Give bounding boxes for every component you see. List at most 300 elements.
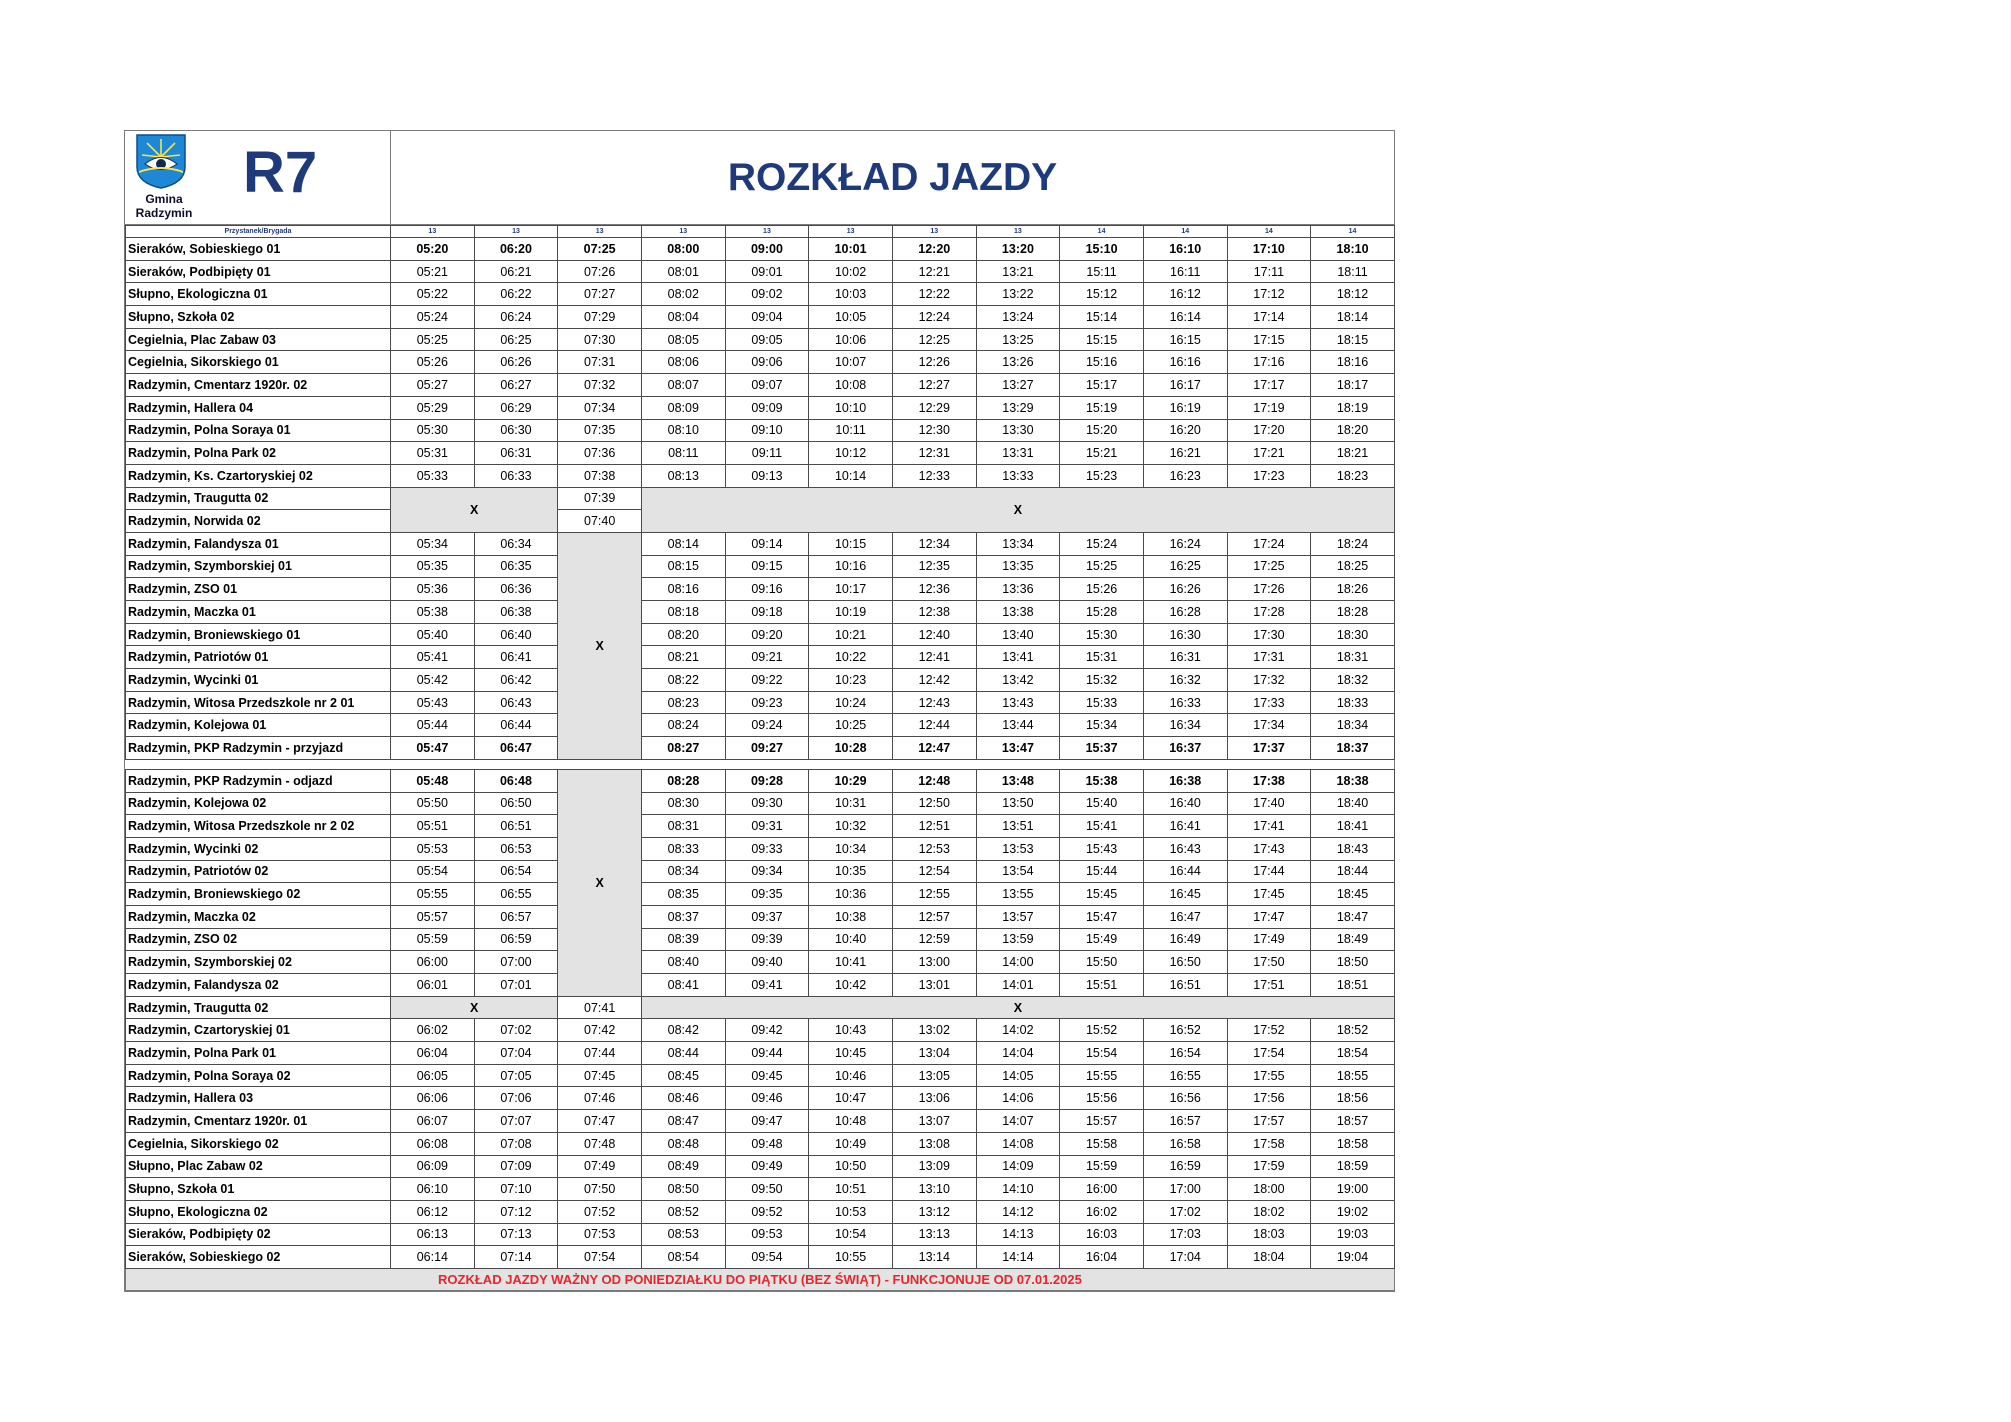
time-cell: 05:30	[391, 419, 475, 442]
time-cell: 06:51	[474, 815, 558, 838]
time-cell: 17:28	[1227, 601, 1311, 624]
time-cell: 05:22	[391, 283, 475, 306]
table-row	[126, 442, 1395, 465]
stop-name: Radzymin, Polna Park 01	[126, 1042, 391, 1065]
time-cell: 16:15	[1143, 328, 1227, 351]
time-cell: 13:24	[976, 306, 1060, 329]
brigade-header: 13	[641, 226, 725, 238]
brigade-header: 13	[976, 226, 1060, 238]
time-cell: 13:10	[892, 1178, 976, 1201]
time-cell: 06:20	[474, 238, 558, 261]
time-cell: 10:51	[809, 1178, 893, 1201]
time-cell: 15:45	[1060, 883, 1144, 906]
time-cell: 06:09	[391, 1155, 475, 1178]
time-cell: 05:59	[391, 928, 475, 951]
table-row	[126, 1110, 1395, 1133]
time-cell: 10:48	[809, 1110, 893, 1133]
time-cell: 09:21	[725, 646, 809, 669]
time-cell: 13:44	[976, 714, 1060, 737]
time-cell: 09:37	[725, 905, 809, 928]
stop-name: Cegielnia, Sikorskiego 01	[126, 351, 391, 374]
time-cell: 13:59	[976, 928, 1060, 951]
time-cell: 10:45	[809, 1042, 893, 1065]
time-cell: 15:26	[1060, 578, 1144, 601]
time-cell: 08:33	[641, 837, 725, 860]
stop-name: Radzymin, PKP Radzymin - przyjazd	[126, 737, 391, 760]
time-cell: 18:50	[1311, 951, 1395, 974]
time-cell: 06:12	[391, 1200, 475, 1223]
time-cell: 12:42	[892, 669, 976, 692]
time-cell: 17:15	[1227, 328, 1311, 351]
time-cell: 17:11	[1227, 260, 1311, 283]
time-cell: 16:38	[1143, 769, 1227, 792]
time-cell: 08:22	[641, 669, 725, 692]
time-cell: 15:56	[1060, 1087, 1144, 1110]
time-cell: 15:57	[1060, 1110, 1144, 1133]
time-cell: 07:45	[558, 1064, 642, 1087]
time-cell: 17:49	[1227, 928, 1311, 951]
time-cell: 16:40	[1143, 792, 1227, 815]
time-cell: 16:17	[1143, 374, 1227, 397]
time-cell: 07:36	[558, 442, 642, 465]
time-cell: 10:40	[809, 928, 893, 951]
time-cell: 06:40	[474, 623, 558, 646]
no-service-mark: X	[558, 769, 642, 996]
time-cell: 17:57	[1227, 1110, 1311, 1133]
time-cell: 18:54	[1311, 1042, 1395, 1065]
time-cell: 09:48	[725, 1132, 809, 1155]
table-row	[126, 623, 1395, 646]
time-cell: 13:02	[892, 1019, 976, 1042]
table-row	[126, 1246, 1395, 1269]
table-row	[126, 374, 1395, 397]
time-cell: 10:28	[809, 737, 893, 760]
time-cell: 13:30	[976, 419, 1060, 442]
time-cell: 06:36	[474, 578, 558, 601]
time-cell: 16:24	[1143, 532, 1227, 555]
time-cell: 08:15	[641, 555, 725, 578]
stop-name: Radzymin, Wycinki 01	[126, 669, 391, 692]
time-cell: 16:52	[1143, 1019, 1227, 1042]
time-cell: 10:12	[809, 442, 893, 465]
time-cell: 16:14	[1143, 306, 1227, 329]
table-row	[126, 974, 1395, 997]
time-cell: 05:54	[391, 860, 475, 883]
time-cell: 06:14	[391, 1246, 475, 1269]
time-cell: 18:41	[1311, 815, 1395, 838]
time-cell: 08:52	[641, 1200, 725, 1223]
time-cell: 13:38	[976, 601, 1060, 624]
table-row	[126, 883, 1395, 906]
time-cell: 17:44	[1227, 860, 1311, 883]
time-cell: 10:25	[809, 714, 893, 737]
time-cell: 14:08	[976, 1132, 1060, 1155]
table-row	[126, 837, 1395, 860]
time-cell: 15:37	[1060, 737, 1144, 760]
table-row	[126, 1019, 1395, 1042]
time-cell: 09:27	[725, 737, 809, 760]
time-cell: 17:40	[1227, 792, 1311, 815]
stop-name: Sieraków, Sobieskiego 01	[126, 238, 391, 261]
time-cell: 10:54	[809, 1223, 893, 1246]
time-cell: 16:37	[1143, 737, 1227, 760]
table-row	[126, 1178, 1395, 1201]
time-cell: 08:50	[641, 1178, 725, 1201]
time-cell: 07:41	[558, 996, 642, 1019]
no-service-mark: X	[641, 996, 1394, 1019]
time-cell: 15:34	[1060, 714, 1144, 737]
time-cell: 12:36	[892, 578, 976, 601]
stop-name: Radzymin, Maczka 01	[126, 601, 391, 624]
time-cell: 19:03	[1311, 1223, 1395, 1246]
time-cell: 07:12	[474, 1200, 558, 1223]
time-cell: 16:58	[1143, 1132, 1227, 1155]
time-cell: 07:52	[558, 1200, 642, 1223]
time-cell: 12:29	[892, 396, 976, 419]
time-cell: 17:32	[1227, 669, 1311, 692]
time-cell: 12:22	[892, 283, 976, 306]
time-cell: 05:20	[391, 238, 475, 261]
time-cell: 16:47	[1143, 905, 1227, 928]
time-cell: 06:33	[474, 464, 558, 487]
stop-name: Radzymin, Falandysza 01	[126, 532, 391, 555]
time-cell: 05:38	[391, 601, 475, 624]
time-cell: 13:12	[892, 1200, 976, 1223]
time-cell: 16:16	[1143, 351, 1227, 374]
time-cell: 09:01	[725, 260, 809, 283]
time-cell: 08:18	[641, 601, 725, 624]
table-row	[126, 691, 1395, 714]
time-cell: 15:41	[1060, 815, 1144, 838]
time-cell: 10:19	[809, 601, 893, 624]
table-row	[126, 351, 1395, 374]
time-cell: 10:50	[809, 1155, 893, 1178]
time-cell: 05:26	[391, 351, 475, 374]
stop-name: Radzymin, Maczka 02	[126, 905, 391, 928]
time-cell: 17:03	[1143, 1223, 1227, 1246]
time-cell: 08:05	[641, 328, 725, 351]
time-cell: 10:21	[809, 623, 893, 646]
time-cell: 06:26	[474, 351, 558, 374]
time-cell: 07:00	[474, 951, 558, 974]
time-cell: 07:25	[558, 238, 642, 261]
time-cell: 06:29	[474, 396, 558, 419]
time-cell: 16:23	[1143, 464, 1227, 487]
stop-name: Radzymin, Patriotów 01	[126, 646, 391, 669]
stop-name: Radzymin, ZSO 02	[126, 928, 391, 951]
time-cell: 16:31	[1143, 646, 1227, 669]
time-cell: 14:12	[976, 1200, 1060, 1223]
time-cell: 18:28	[1311, 601, 1395, 624]
stop-name: Radzymin, Polna Soraya 01	[126, 419, 391, 442]
time-cell: 08:28	[641, 769, 725, 792]
time-cell: 07:01	[474, 974, 558, 997]
time-cell: 14:06	[976, 1087, 1060, 1110]
gmina-crest-icon	[135, 133, 187, 189]
brigade-header: 13	[809, 226, 893, 238]
time-cell: 17:55	[1227, 1064, 1311, 1087]
table-row	[126, 283, 1395, 306]
time-cell: 17:45	[1227, 883, 1311, 906]
time-cell: 17:00	[1143, 1178, 1227, 1201]
time-cell: 08:16	[641, 578, 725, 601]
time-cell: 09:22	[725, 669, 809, 692]
time-cell: 05:51	[391, 815, 475, 838]
time-cell: 07:32	[558, 374, 642, 397]
time-cell: 18:47	[1311, 905, 1395, 928]
time-cell: 10:17	[809, 578, 893, 601]
time-cell: 16:26	[1143, 578, 1227, 601]
table-row	[126, 646, 1395, 669]
time-cell: 12:20	[892, 238, 976, 261]
time-cell: 10:34	[809, 837, 893, 860]
no-service-mark: X	[641, 487, 1394, 532]
stop-name: Radzymin, Kolejowa 01	[126, 714, 391, 737]
time-cell: 10:08	[809, 374, 893, 397]
time-cell: 07:31	[558, 351, 642, 374]
time-cell: 14:02	[976, 1019, 1060, 1042]
time-cell: 09:10	[725, 419, 809, 442]
stop-name: Radzymin, Broniewskiego 01	[126, 623, 391, 646]
time-cell: 18:10	[1311, 238, 1395, 261]
time-cell: 05:25	[391, 328, 475, 351]
time-cell: 18:30	[1311, 623, 1395, 646]
time-cell: 10:01	[809, 238, 893, 261]
time-cell: 15:40	[1060, 792, 1144, 815]
time-cell: 07:14	[474, 1246, 558, 1269]
time-cell: 10:29	[809, 769, 893, 792]
time-cell: 09:34	[725, 860, 809, 883]
time-cell: 08:27	[641, 737, 725, 760]
time-cell: 06:47	[474, 737, 558, 760]
time-cell: 10:43	[809, 1019, 893, 1042]
table-row	[126, 769, 1395, 792]
time-cell: 09:49	[725, 1155, 809, 1178]
time-cell: 06:57	[474, 905, 558, 928]
time-cell: 13:22	[976, 283, 1060, 306]
time-cell: 13:09	[892, 1155, 976, 1178]
time-cell: 07:48	[558, 1132, 642, 1155]
time-cell: 09:20	[725, 623, 809, 646]
no-service-mark: X	[558, 532, 642, 759]
logo-cell	[125, 131, 391, 224]
time-cell: 15:32	[1060, 669, 1144, 692]
timetable-body	[126, 226, 1395, 1291]
time-cell: 13:21	[976, 260, 1060, 283]
time-cell: 09:39	[725, 928, 809, 951]
stop-name: Radzymin, Cmentarz 1920r. 02	[126, 374, 391, 397]
time-cell: 15:55	[1060, 1064, 1144, 1087]
time-cell: 06:54	[474, 860, 558, 883]
time-cell: 15:25	[1060, 555, 1144, 578]
time-cell: 13:31	[976, 442, 1060, 465]
time-cell: 13:51	[976, 815, 1060, 838]
time-cell: 07:10	[474, 1178, 558, 1201]
time-cell: 17:37	[1227, 737, 1311, 760]
time-cell: 17:52	[1227, 1019, 1311, 1042]
time-cell: 06:07	[391, 1110, 475, 1133]
spacer-cell	[126, 759, 1395, 769]
time-cell: 12:55	[892, 883, 976, 906]
table-row	[126, 714, 1395, 737]
time-cell: 13:41	[976, 646, 1060, 669]
time-cell: 14:01	[976, 974, 1060, 997]
time-cell: 14:07	[976, 1110, 1060, 1133]
time-cell: 18:24	[1311, 532, 1395, 555]
time-cell: 08:14	[641, 532, 725, 555]
time-cell: 12:24	[892, 306, 976, 329]
stop-name: Słupno, Ekologiczna 01	[126, 283, 391, 306]
time-cell: 16:54	[1143, 1042, 1227, 1065]
time-cell: 08:54	[641, 1246, 725, 1269]
time-cell: 05:21	[391, 260, 475, 283]
time-cell: 08:20	[641, 623, 725, 646]
time-cell: 08:34	[641, 860, 725, 883]
time-cell: 18:20	[1311, 419, 1395, 442]
time-cell: 17:21	[1227, 442, 1311, 465]
time-cell: 07:04	[474, 1042, 558, 1065]
time-cell: 07:35	[558, 419, 642, 442]
time-cell: 06:38	[474, 601, 558, 624]
time-cell: 14:13	[976, 1223, 1060, 1246]
time-cell: 08:24	[641, 714, 725, 737]
time-cell: 05:44	[391, 714, 475, 737]
time-cell: 12:44	[892, 714, 976, 737]
time-cell: 10:15	[809, 532, 893, 555]
time-cell: 12:21	[892, 260, 976, 283]
time-cell: 05:42	[391, 669, 475, 692]
time-cell: 12:57	[892, 905, 976, 928]
table-row	[126, 951, 1395, 974]
time-cell: 18:37	[1311, 737, 1395, 760]
table-row	[126, 578, 1395, 601]
time-cell: 06:01	[391, 974, 475, 997]
time-cell: 07:06	[474, 1087, 558, 1110]
table-row	[126, 1155, 1395, 1178]
table-row	[126, 1132, 1395, 1155]
time-cell: 16:10	[1143, 238, 1227, 261]
time-cell: 13:36	[976, 578, 1060, 601]
timetable-table	[125, 225, 1395, 1291]
time-cell: 15:24	[1060, 532, 1144, 555]
time-cell: 15:23	[1060, 464, 1144, 487]
time-cell: 06:02	[391, 1019, 475, 1042]
time-cell: 19:00	[1311, 1178, 1395, 1201]
time-cell: 18:34	[1311, 714, 1395, 737]
time-cell: 07:46	[558, 1087, 642, 1110]
time-cell: 08:10	[641, 419, 725, 442]
table-row	[126, 1042, 1395, 1065]
time-cell: 08:11	[641, 442, 725, 465]
time-cell: 07:07	[474, 1110, 558, 1133]
time-cell: 16:45	[1143, 883, 1227, 906]
table-row	[126, 1087, 1395, 1110]
time-cell: 09:23	[725, 691, 809, 714]
time-cell: 09:47	[725, 1110, 809, 1133]
time-cell: 13:53	[976, 837, 1060, 860]
time-cell: 16:00	[1060, 1178, 1144, 1201]
time-cell: 07:05	[474, 1064, 558, 1087]
time-cell: 18:55	[1311, 1064, 1395, 1087]
time-cell: 10:06	[809, 328, 893, 351]
time-cell: 10:14	[809, 464, 893, 487]
time-cell: 12:47	[892, 737, 976, 760]
time-cell: 13:55	[976, 883, 1060, 906]
time-cell: 13:27	[976, 374, 1060, 397]
time-cell: 17:30	[1227, 623, 1311, 646]
time-cell: 05:34	[391, 532, 475, 555]
table-row	[126, 1200, 1395, 1223]
time-cell: 17:24	[1227, 532, 1311, 555]
time-cell: 16:56	[1143, 1087, 1227, 1110]
time-cell: 06:48	[474, 769, 558, 792]
stop-name: Słupno, Plac Zabaw 02	[126, 1155, 391, 1178]
time-cell: 16:25	[1143, 555, 1227, 578]
table-row	[126, 487, 1395, 510]
time-cell: 08:09	[641, 396, 725, 419]
time-cell: 07:34	[558, 396, 642, 419]
time-cell: 14:09	[976, 1155, 1060, 1178]
time-cell: 10:53	[809, 1200, 893, 1223]
time-cell: 15:28	[1060, 601, 1144, 624]
time-cell: 06:00	[391, 951, 475, 974]
time-cell: 12:48	[892, 769, 976, 792]
time-cell: 17:26	[1227, 578, 1311, 601]
time-cell: 06:30	[474, 419, 558, 442]
time-cell: 07:02	[474, 1019, 558, 1042]
time-cell: 10:03	[809, 283, 893, 306]
time-cell: 10:05	[809, 306, 893, 329]
time-cell: 05:50	[391, 792, 475, 815]
time-cell: 13:40	[976, 623, 1060, 646]
time-cell: 15:30	[1060, 623, 1144, 646]
time-cell: 09:02	[725, 283, 809, 306]
table-row	[126, 792, 1395, 815]
time-cell: 06:53	[474, 837, 558, 860]
time-cell: 09:07	[725, 374, 809, 397]
time-cell: 15:50	[1060, 951, 1144, 974]
time-cell: 17:33	[1227, 691, 1311, 714]
time-cell: 08:39	[641, 928, 725, 951]
time-cell: 09:11	[725, 442, 809, 465]
time-cell: 10:32	[809, 815, 893, 838]
time-cell: 15:33	[1060, 691, 1144, 714]
stop-name: Słupno, Szkoła 01	[126, 1178, 391, 1201]
time-cell: 12:43	[892, 691, 976, 714]
time-cell: 07:08	[474, 1132, 558, 1155]
brigade-header: 14	[1143, 226, 1227, 238]
table-row	[126, 601, 1395, 624]
table-row	[126, 328, 1395, 351]
time-cell: 12:27	[892, 374, 976, 397]
time-cell: 07:50	[558, 1178, 642, 1201]
table-row	[126, 306, 1395, 329]
table-row	[126, 815, 1395, 838]
time-cell: 19:04	[1311, 1246, 1395, 1269]
time-cell: 05:55	[391, 883, 475, 906]
time-cell: 13:08	[892, 1132, 976, 1155]
time-cell: 17:14	[1227, 306, 1311, 329]
table-row	[126, 928, 1395, 951]
brigade-header: 13	[558, 226, 642, 238]
time-cell: 10:36	[809, 883, 893, 906]
time-cell: 16:33	[1143, 691, 1227, 714]
time-cell: 12:54	[892, 860, 976, 883]
time-cell: 05:36	[391, 578, 475, 601]
time-cell: 10:16	[809, 555, 893, 578]
table-row	[126, 759, 1395, 769]
stop-name: Radzymin, Norwida 02	[126, 510, 391, 533]
